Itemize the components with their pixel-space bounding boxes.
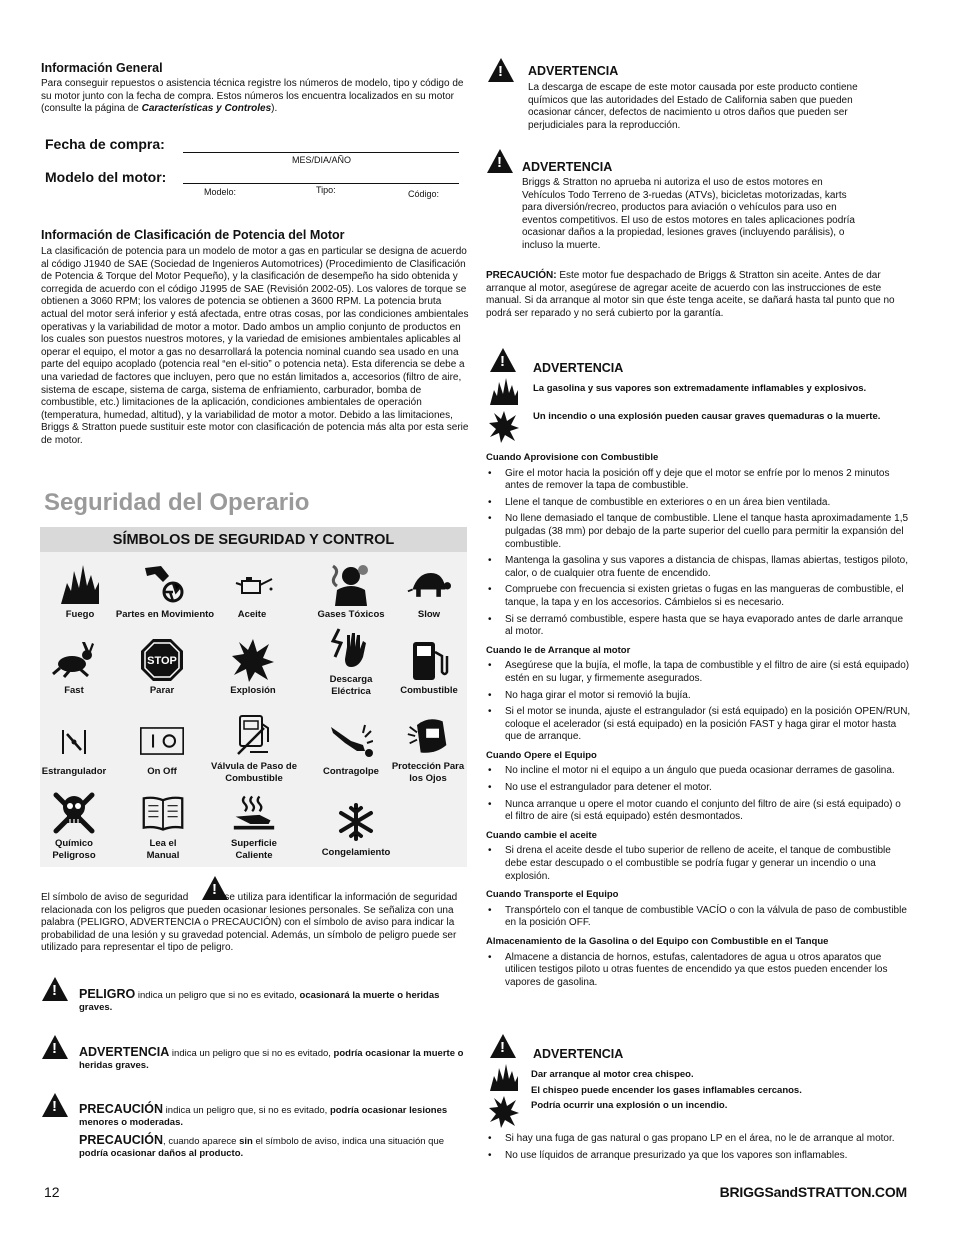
operator-safety-title: Seguridad del Operario (44, 489, 310, 516)
caution-no-oil-text: PRECAUCIÓN: Este motor fue despachado de Briggs & Stratton sin aceite. Antes de dar arranque al motor, asegúrese de agregar aceite de acuerdo con las instrucciones de este manual. Si da arranque al motor sin que éste tenga aceite, se dañará hasta tal punto que no podrá ser reparado y no será cubierto por la garantía. (486, 270, 895, 319)
symbol-label: Slow (417, 609, 441, 620)
fuel-safety-groups (486, 446, 911, 993)
warning-1-text: La descarga de escape de este motor causada por este producto contiene químicos que las autoridades del Estado de California saben que pueden ocasionar cáncer, defectos de nacimiento u otros daños que pueden ser perjudiciales para la reproducción. (528, 82, 858, 131)
list-item: • Si hay una fuga de gas natural o gas propano LP en el área, no le de arranque al motor. (486, 1133, 911, 1146)
symbol-oil-can (212, 562, 292, 621)
list-item: • Asegúrese que la bujía, el mofle, la tapa de combustible y el filtro de aire (si está equipado) estén en su lugar, y firmemente asegurados. (486, 660, 911, 685)
symbol-label: Químico Peligroso (52, 838, 96, 861)
symbol-on-off (122, 719, 202, 778)
warning-2-icon (487, 149, 513, 173)
symbol-label: Válvula de Paso de Combustible (210, 761, 298, 784)
manual-book-icon (141, 791, 185, 835)
warning-4-line-2: El chispeo puede encender los gases inflamables cercanos. (531, 1085, 802, 1096)
group-title: Cuando Transporte el Equipo (486, 889, 619, 901)
danger-alert-icon (42, 977, 68, 1001)
symbol-toxic-fumes (311, 562, 391, 621)
symbol-label: Contragolpe (323, 766, 379, 777)
symbol-label: Estrangulador (41, 766, 107, 777)
group-title: Almacenamiento de la Gasolina o del Equipo con Combustible en el Tanque (486, 936, 829, 947)
snowflake-icon (334, 800, 378, 844)
symbol-label: Descarga Eléctrica (329, 674, 373, 697)
svg-text:STOP: STOP (147, 655, 177, 667)
symbol-stop-sign (122, 638, 202, 697)
symbol-label: Aceite (237, 609, 267, 620)
list-item: • No haga girar el motor si removió la bujía. (486, 690, 911, 703)
symbol-manual-book (133, 791, 193, 861)
symbol-eye-protection (386, 714, 470, 784)
list-item: • No llene demasiado el tanque de combustible. Llene el tanque hasta aproximadamente 1,5 pulgadas (38 mm) por debajo de la parte superior del cuello para permitir la expansión del combustible. (486, 513, 911, 551)
group-list (486, 905, 911, 930)
list-item: • Si drena el aceite desde el tubo superior de relleno de aceite, el tanque de combustible debe estar descupado o el combustible se podría fugar y generar un incendio o una explosión. (486, 845, 911, 883)
rabbit-icon (52, 638, 96, 682)
group-title: Cuando Aprovisione con Combustible (486, 452, 659, 463)
symbol-kickback (311, 719, 391, 778)
warning-2-title: ADVERTENCIA (522, 160, 613, 174)
hot-surface-icon (232, 791, 276, 835)
general-info-heading: Información General (41, 61, 163, 75)
list-item: • No use el estrangulador para detener el motor. (486, 782, 911, 795)
list-item: • Si se derramó combustible, espere hasta que se haya evaporado antes de darle arranque al motor. (486, 614, 911, 639)
toxic-fumes-icon (329, 562, 373, 606)
symbol-label: Lea el Manual (146, 838, 180, 861)
warning-1-title: ADVERTENCIA (528, 64, 619, 78)
date-format-hint: MES/DIA/AÑO (292, 155, 352, 165)
symbol-label: Gases Tóxicos (317, 609, 385, 620)
list-item: • Nunca arranque u opere el motor cuando el conjunto del filtro de aire (si está equipado) o el filtro de aire (si está equipado) estén desmontados. (486, 799, 911, 824)
explosion-icon (231, 638, 275, 682)
engine-model-line (183, 183, 459, 184)
fuel-pump-icon (407, 638, 451, 682)
symbol-fuel-pump (389, 638, 469, 697)
turtle-icon (407, 562, 451, 606)
final-bullets (486, 1133, 911, 1166)
model-hint: Modelo: (204, 187, 237, 197)
purchase-date-label: Fecha de compra: (45, 136, 165, 152)
choke-icon (52, 719, 96, 763)
list-item: • No incline el motor ni el equipo a un ángulo que pueda ocasionar derrames de gasolina. (486, 765, 911, 778)
danger-definition: PELIGRO indica un peligro que si no es evitado, ocasionará la muerte o heridas graves. (79, 987, 440, 1013)
symbol-label: Partes en Movimiento (115, 609, 215, 620)
symbol-fuel-valve (208, 714, 300, 784)
page-number: 12 (44, 1184, 60, 1200)
symbol-rabbit (34, 638, 114, 697)
warning-4-line-3: Podría ocurrir una explosión o un incendio. (531, 1100, 728, 1111)
moving-parts-icon (143, 562, 187, 606)
group-list (486, 468, 911, 639)
skull-icon (52, 791, 96, 835)
warning-4-title: ADVERTENCIA (533, 1047, 624, 1061)
explosion-hazard-icon (488, 410, 520, 444)
symbol-moving-parts (105, 562, 225, 621)
symbol-label: Superficie Caliente (231, 838, 277, 861)
group-list (486, 845, 911, 883)
code-hint: Código: (408, 189, 440, 199)
list-item: • Si el motor se inunda, ajuste el estrangulador (si está equipado) en la posición OPEN/RUN, coloque el acelerador (si está equipado) en la posición FAST y haga girar el motor hasta que de arranque. (486, 706, 911, 744)
caution-no-symbol-definition: PRECAUCIÓN, cuando aparece sin el símbolo de aviso, indica una situación que podría ocasionar daños al producto. (79, 1133, 445, 1159)
symbol-label: Fast (64, 685, 84, 696)
symbol-label: Congelamiento (321, 847, 391, 858)
symbol-label: On Off (147, 766, 177, 777)
list-item: • Compruebe con frecuencia si existen grietas o fugas en las mangueras de combustible, el tanque, la tapa y en los accesorios. Cámbielos si es necesario. (486, 584, 911, 609)
symbol-skull (44, 791, 104, 861)
power-rating-heading: Información de Clasificación de Potencia del Motor (41, 228, 345, 242)
symbol-label: Fuego (65, 609, 95, 620)
warning-definition: ADVERTENCIA indica un peligro que si no es evitado, podría ocasionar la muerte o heridas graves. (79, 1045, 464, 1071)
group-list (486, 765, 911, 823)
fire-icon (58, 562, 102, 606)
list-item: • Almacene a distancia de hornos, estufas, calentadores de agua u otros aparatos que utilicen testigos piloto u otras fuentes de encendido ya que estos pueden encender los vapores de gasolina. (486, 952, 911, 990)
electric-shock-icon (329, 627, 373, 671)
list-item: • Mantenga la gasolina y sus vapores a distancia de chispas, llamas abiertas, testigos piloto, calor, o de cualquier otra fuente de encendido. (486, 555, 911, 580)
list-item: • Gire el motor hacia la posición off y deje que el motor se enfríe por lo menos 2 minutos antes de remover la tapa de combustible. (486, 468, 911, 493)
general-info-text: Para conseguir repuestos o asistencia técnica registre los números de modelo, tipo y código de su motor junto con la fecha de compra. Estos números los encuentra localizados en su motor (consulte la página de Características y Controles). (41, 78, 464, 115)
warning-alert-icon (42, 1035, 68, 1059)
safety-alert-icon (202, 876, 228, 900)
warning-3-line-1: La gasolina y sus vapores son extremadamente inflamables y explosivos. (533, 383, 867, 394)
warning-1-icon (488, 58, 514, 82)
engine-model-label: Modelo del motor: (45, 169, 167, 185)
symbol-label: Protección Para los Ojos (391, 761, 465, 784)
on-off-icon (140, 719, 184, 763)
explosion-hazard-icon-2 (488, 1095, 520, 1129)
fuel-valve-icon (232, 714, 276, 758)
type-hint: Tipo: (316, 185, 336, 195)
symbol-snowflake (311, 800, 401, 859)
list-item: • Transpórtelo con el tanque de combustible VACÍO o con la válvula de paso de combustible en la posición OFF. (486, 905, 911, 930)
list-item: • Llene el tanque de combustible en exteriores o en un área bien ventilada. (486, 497, 911, 510)
kickback-icon (329, 719, 373, 763)
oil-can-icon (230, 562, 274, 606)
warning-3-icon (490, 348, 516, 372)
purchase-date-line (183, 152, 459, 153)
symbol-turtle (389, 562, 469, 621)
website: BRIGGSandSTRATTON.COM (719, 1184, 907, 1200)
power-rating-text: La clasificación de potencia para un modelo de motor a gas en particular se designa de acuerdo al código J1940 de SAE (Sociedad de Ingenieros Automotrices) (Procedimiento de Clasificación de Potencia & Torque del Motor Pequeño), y la clasificación de desempeño ha sido obtenida y corregida de acuerdo con el código J1995 de SAE (Revisión 2002-05). Los valores de torque se obtienen a 3060 RPM; los valores de potencia se obtienen a 3600 RPM. La potencia bruta actual del motor será inferior y está afectada, entre otras cosas, por las condiciones ambientales operativas y la variabilidad de motor a motor. Dado ambos un amplio conjunto de productos en los cuales son puestos nuestros motores, y la variedad de emisiones ambientales aplicables al operar el equipo, el motor a gas no desarrollará la potencia nominal cuando sea usado en una parte del equipo acoplado (potencia real “en el-sitio” o potencia neta). Esta diferencia se debe a una variedad de factores que incluyen, pero que no están limitados a, accesorios (filtro de aire, sistema de escape, sistema de carga, sistema de enfriamiento, carburador, bomba de combustible, etc.) limitaciones de la aplicación, condiciones ambientales de operación (temperatura, humedad, altitud), y la variabilidad de motor a motor. Debido a las limitaciones, Briggs & Stratton puede sustituir este motor con clasificación de potencia más alta por esta serie de motor. (41, 246, 469, 446)
fire-hazard-icon (488, 376, 520, 406)
caution-alert-icon (42, 1093, 68, 1117)
group-title: Cuando Opere el Equipo (486, 749, 597, 761)
group-title: Cuando le de Arranque al motor (486, 644, 631, 656)
safety-alert-explanation: El símbolo de aviso de seguridad se utiliza para identificar la información de seguridad relacionada con los peligros que pueden ocasionar lesiones personales. Se señaliza con una palabra (PELIGRO, ADVERTENCIA o PRECAUCIÓN) con el símbolo de aviso para indicar la probabilidad de una lesión y su gravedad potencial. Además, un símbolo de peligro puede ser utilizado para representar el tipo de peligro. (41, 892, 458, 954)
caution-definition: PRECAUCIÓN indica un peligro que, si no es evitado, podría ocasionar lesiones menores o moderadas. (79, 1102, 448, 1128)
warning-4-line-1: Dar arranque al motor crea chispeo. (531, 1069, 694, 1080)
group-list (486, 952, 911, 990)
warning-2-text: Briggs & Stratton no aprueba ni autoriza el uso de estos motores en Vehículos Todo Terreno de 3-ruedas (ATVs), bicicletas motorizadas, karts para diversión/recreo, productos para aviación o vehículos para uso en eventos competitivos. El uso de estos motores en tales aplicaciones podría ocasionar daños a la propiedad, lesiones graves (incluyendo parálisis), o incluso la muerte. (522, 177, 855, 251)
list-item: • No use líquidos de arranque presurizado ya que los vapores son inflamables. (486, 1150, 911, 1163)
warning-4-icon (490, 1034, 516, 1058)
symbol-label: Explosión (230, 685, 276, 696)
warning-3-title: ADVERTENCIA (533, 361, 624, 375)
stop-sign-icon (140, 638, 184, 682)
warning-3-line-2: Un incendio o una explosión pueden causar graves quemaduras o la muerte. (533, 411, 881, 422)
eye-protection-icon (406, 714, 450, 758)
symbol-electric-shock (321, 627, 381, 697)
symbol-label: Parar (149, 685, 175, 696)
group-list (486, 660, 911, 744)
symbol-explosion (213, 638, 293, 697)
fire-hazard-icon-2 (488, 1062, 520, 1092)
symbols-header: SÍMBOLOS DE SEGURIDAD Y CONTROL (40, 527, 467, 552)
symbol-choke (34, 719, 114, 778)
symbol-hot-surface (219, 791, 289, 861)
symbol-label: Combustible (400, 685, 458, 696)
group-title: Cuando cambie el aceite (486, 829, 597, 841)
